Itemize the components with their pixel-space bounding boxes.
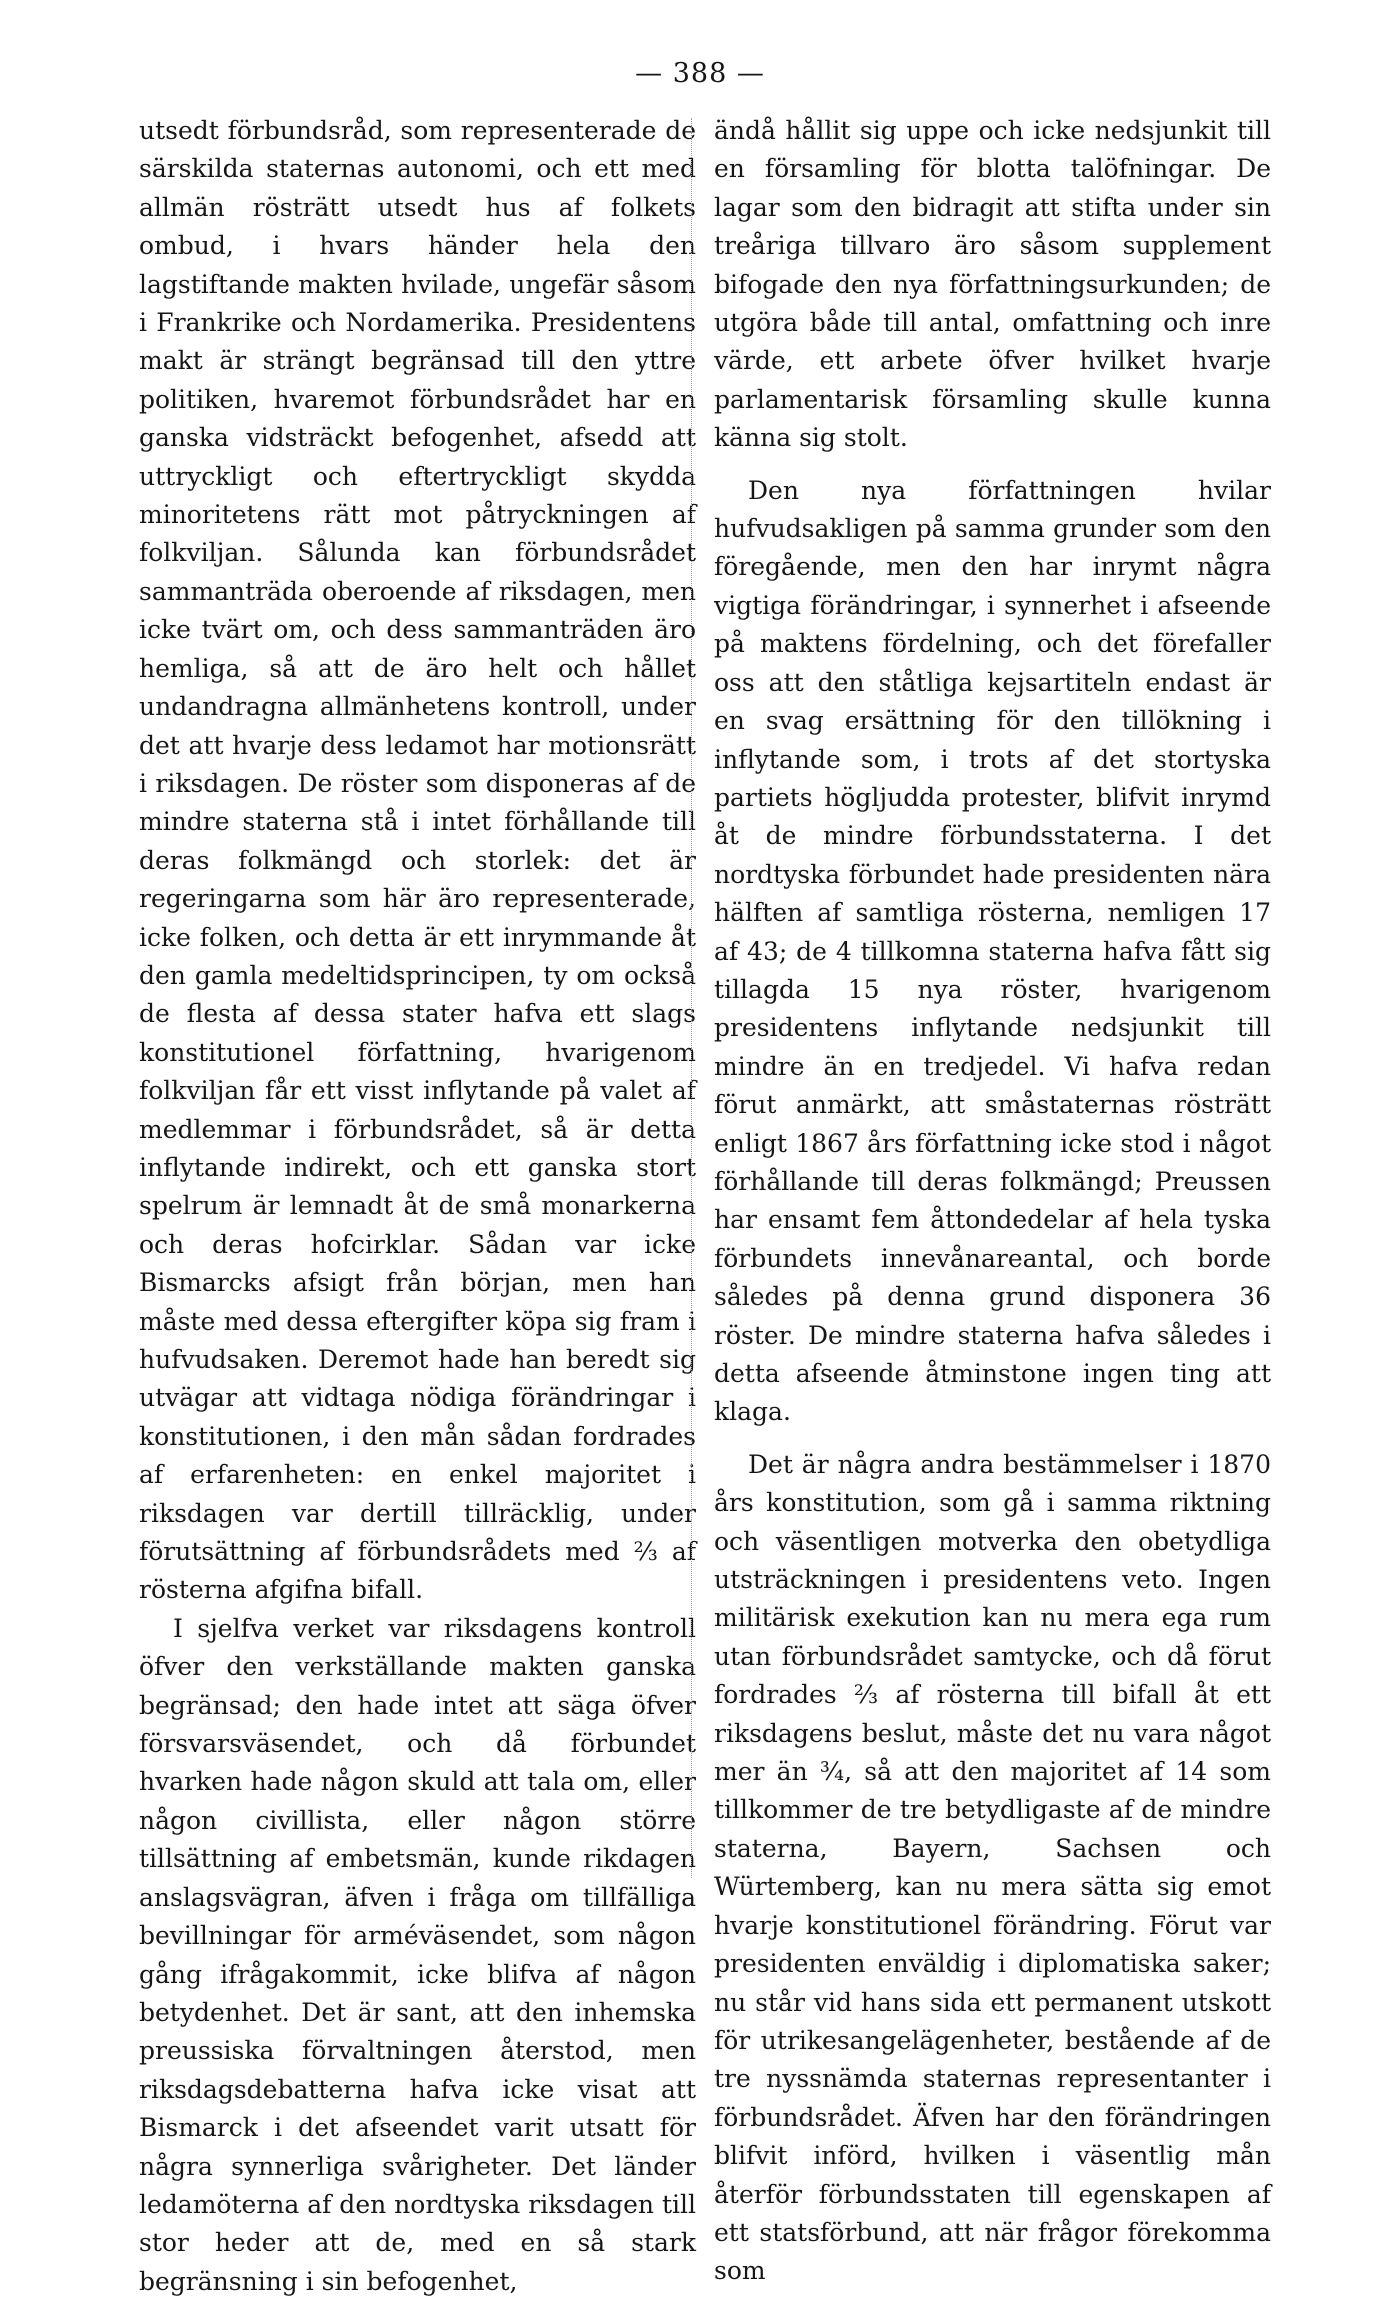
column-divider — [691, 118, 692, 1878]
left-column — [139, 112, 696, 2301]
left-paragraph-2: I sjelfva verket var riksdagens kontroll öfver den verkställande makten ganska begränsad; den hade intet att säga öfver försvarsväsendet, och då förbundet hvarken hade någon skuld att tala om, eller någon civillista, eller någon större tillsättning af embetsmän, kunde rikdagen anslagsvägran, äfven i fråga om tillfälliga bevillningar för arméväsendet, som någon gång ifrågakommit, icke blifva af någon betydenhet. Det är sant, att den inhemska preussiska förvaltningen återstod, men riksdagsdebatterna hafva icke visat att Bismarck i det afseendet varit utsatt för några synnerliga svårigheter. Det länder ledamöterna af den nordtyska riksdagen till stor heder att de, med en så stark begränsning i sin befogenhet, — [139, 1613, 696, 2296]
right-column — [714, 112, 1271, 2291]
right-paragraph-1: ändå hållit sig uppe och icke nedsjunkit till en församling för blotta talöfningar. De lagar som den bidragit att stifta under sin treåriga tillvaro äro såsom supplement bifogade den nya författningsurkunden; de utgöra både till antal, omfattning och inre värde, ett arbete öfver hvilket hvarje parlamentarisk församling skulle kunna känna sig stolt. — [714, 116, 1271, 453]
page-number: — 388 — — [635, 58, 765, 89]
left-paragraph-1: utsedt förbundsråd, som representerade de särskilda staternas autonomi, och ett med allmän rösträtt utsedt hus af folkets ombud, i hvars händer hela den lagstiftande makten hvilade, ungefär såsom i Frankrike och Nordamerika. Presidentens makt är strängt begränsad till den yttre politiken, hvaremot förbundsrådet har en ganska vidsträckt befogenhet, afsedd att uttryckligt och eftertryckligt skydda minoritetens rätt mot påtryckningen af folkviljan. Sålunda kan förbundsrådet sammanträda oberoende af riksdagen, men icke tvärt om, och dess sammanträden äro hemliga, så att de äro helt och hållet undandragna allmänhetens kontroll, under det att hvarje dess ledamot har motionsrätt i riksdagen. De röster som disponeras af de mindre staterna stå i intet förhållande till deras folkmängd och storlek: det är regeringarna som här äro representerade, icke folken, och detta är ett inrymmande åt den gamla medeltidsprincipen, ty om också de flesta af dessa stater hafva ett slags konstitutionel författning, hvarigenom folkviljan får ett visst inflytande på valet af medlemmar i förbundsrådet, så är detta inflytande indirekt, och ett ganska stort spelrum är lemnadt åt de små monarkerna och deras hofcirklar. Sådan var icke Bismarcks afsigt från början, men han måste med dessa eftergifter köpa sig fram i hufvudsaken. Deremot hade han beredt sig utvägar att vidtaga nödiga förändringar i konstitutionen, i den mån sådan fordrades af erfarenheten: en enkel majoritet i riksdagen var dertill tillräcklig, under förutsättning af förbundsrådets med ⅔ af rösterna afgifna bifall. — [139, 116, 696, 1605]
right-paragraph-3: Det är några andra bestämmelser i 1870 års konstitution, som gå i samma riktning och väsentligen motverka den obetydliga utsträckningen i presidentens veto. Ingen militärisk exekution kan nu mera ega rum utan förbundsrådet samtycke, och då förut fordrades ⅔ af rösterna till bifall åt ett riksdagens beslut, måste det nu vara något mer än ¾, så att den majoritet af 14 som tillkommer de tre betydligaste af de mindre staterna, Bayern, Sachsen och Würtemberg, kan nu mera sätta sig emot hvarje konstitutionel förändring. Förut var presidenten enväldig i diplomatiska saker; nu står vid hans sida ett permanent utskott för utrikesangelägenheter, bestående af de tre nyssnämda staternas representanter i förbundsrådet. Äfven har den förändringen blifvit införd, hvilken i väsentlig mån återför förbundsstaten till egenskapen af ett statsförbund, att när frågor förekomma som — [714, 1449, 1271, 2286]
right-paragraph-2: Den nya författningen hvilar hufvudsakligen på samma grunder som den föregående, men den har inrymt några vigtiga förändringar, i synnerhet i afseende på maktens fördelning, och det förefaller oss att den ståtliga kejsartiteln endast är en svag ersättning för den tillökning i inflytande som, i trots af det stortyska partiets högljudda protester, blifvit inrymd åt de mindre förbundsstaterna. I det nordtyska förbundet hade presidenten nära hälften af samtliga rösterna, nemligen 17 af 43; de 4 tillkomna staterna hafva fått sig tillagda 15 nya röster, hvarigenom presidentens inflytande nedsjunkit till mindre än en tredjedel. Vi hafva redan förut anmärkt, att småstaternas rösträtt enligt 1867 års författning icke stod i något förhållande till deras folkmängd; Preussen har ensamt fem åttondedelar af hela tyska förbundets innevånareantal, och borde således på denna grund disponera 36 röster. De mindre staterna hafva således i detta afseende åtminstone ingen ting att klaga. — [714, 475, 1271, 1427]
